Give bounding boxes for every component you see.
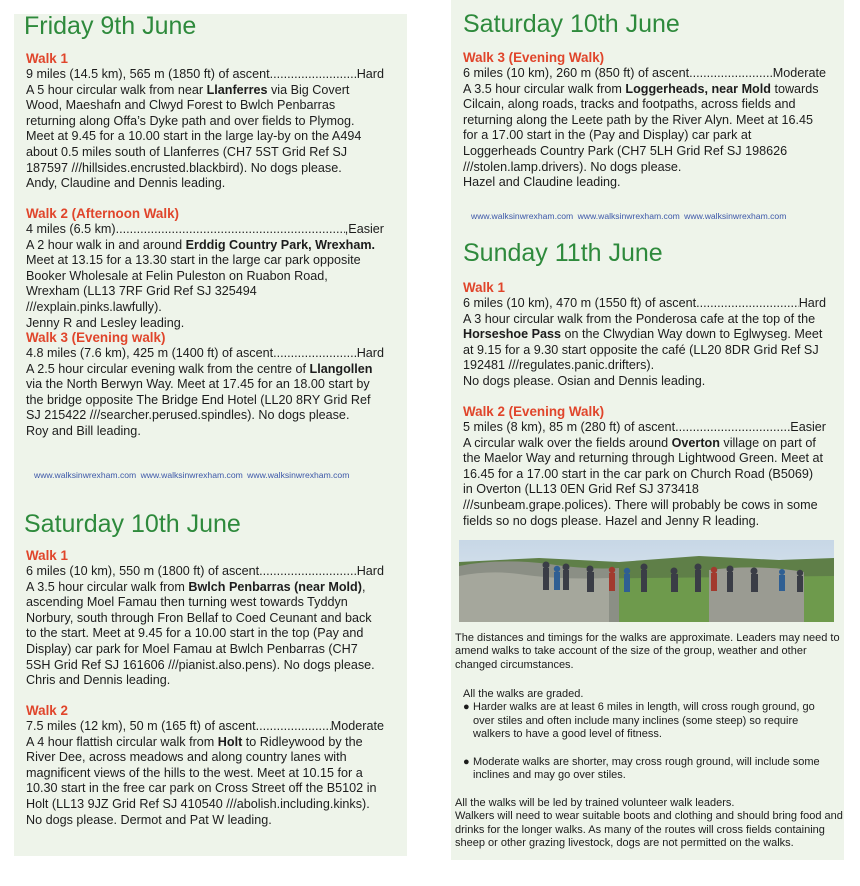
walk-sunday-2 xyxy=(463,403,826,529)
walk-description: A 5 hour circular walk from near Llanferres via Big Covert Wood, Maeshafn and Clwyd Forest to Bwlch Penbarras returning along Offa’s Dyke path and over fields to Plymog. Meet at 9.45 for a 10.00 start in the large lay-by on the A494 about 0.5 miles south of Llanferres (CH7 5ST Grid Ref SJ 187597 ///hillsides.encrusted.blackbird). No dogs please. xyxy=(26,82,362,175)
walk-stats-line xyxy=(26,564,384,580)
walk-leaders: Andy, Claudine and Dennis leading. xyxy=(26,176,226,191)
walk-grade: Easier xyxy=(790,420,826,434)
day-heading-friday: Friday 9th June xyxy=(24,12,197,40)
walk-title: Walk 2 xyxy=(26,703,68,718)
walk-location: Llanferres xyxy=(206,82,268,97)
walk-location: Horseshoe Pass xyxy=(463,327,562,342)
walk-stats: 6 miles (10 km), 550 m (1800 ft) of ascent xyxy=(26,564,260,578)
website-link-left[interactable]: www.walksinwrexham.com www.walksinwrexham.com www.walksinwrexham.com xyxy=(34,470,350,480)
walk-title: Walk 2 (Evening Walk) xyxy=(463,404,605,419)
walk-location: Loggerheads, near Mold xyxy=(625,81,771,96)
walk-title: Walk 1 xyxy=(26,51,68,66)
walk-description: A circular walk over the fields around Overton village on part of the Maelor Way and returning through Lightwood Green. Meet at 16.45 for a 17.00 start in the car park on Church Road (B5069) in Overton (LL13 0EN Grid Ref SJ 373418 ///sunbeam.grape.polices). There will probably be cows in some fields so no dogs please. Hazel and Jenny R leading. xyxy=(463,435,824,528)
bullet-harder: ● Harder walks are at least 6 miles in length, will cross rough ground, go over stiles and often include many inclines (some steep) so require walkers to have a good level of fitness. xyxy=(463,701,815,741)
walk-stats-line xyxy=(463,66,826,82)
walk-sunday-1 xyxy=(463,279,826,390)
walk-leaders: Roy and Bill leading. xyxy=(26,423,141,438)
walk-grade: Hard xyxy=(356,564,384,578)
walk-stats: 6 miles (10 km), 260 m (850 ft) of ascent xyxy=(463,66,690,80)
walk-friday-1 xyxy=(26,50,384,192)
walk-description: A 4 hour flattish circular walk from Holt to Ridleywood by the River Dee, across meadows and along country lanes with magnificent views of the hills to the west. Meet at 10.15 for a 10.30 start in the free car park on Cross Street off the B5102 in Holt (LL13 9JZ Grid Ref SJ 410540 ///abolish.including.kinks). No dogs please. Dermot and Pat W leading. xyxy=(26,734,377,827)
walk-description: A 3.5 hour circular walk from Loggerheads, near Mold towards Cilcain, along roads, tracks and footpaths, across fields and returning along the Leete path by the River Alyn. Meet at 16.45 for a 17.00 start in the (Pay and Display) car park at Loggerheads Country Park (CH7 5LH Grid Ref SJ 198626 ///stolen.lamp.drivers). No dogs please. xyxy=(463,81,819,174)
walk-location: Llangollen xyxy=(309,361,373,376)
walk-friday-2 xyxy=(26,205,384,331)
walk-grade: Hard xyxy=(356,346,384,360)
walk-grade: Moderate xyxy=(772,66,826,80)
walk-stats: 4.8 miles (7.6 km), 425 m (1400 ft) of ascent xyxy=(26,346,274,360)
walk-leaders: No dogs please. Osian and Dennis leading. xyxy=(463,373,706,388)
bullet-moderate: ● Moderate walks are shorter, may cross rough ground, will include some inclines and may go over stiles. xyxy=(463,755,820,782)
notes-grading xyxy=(463,688,838,782)
walk-grade: ,Easier xyxy=(344,222,384,236)
walk-grade: Moderate xyxy=(330,719,384,733)
walk-saturday-2 xyxy=(26,702,384,828)
walk-title: Walk 3 (Evening walk) xyxy=(26,330,166,345)
walk-location: Overton xyxy=(671,435,720,450)
walk-saturday-3 xyxy=(463,49,826,191)
group-walkers-photo xyxy=(459,540,834,622)
walk-title: Walk 3 (Evening Walk) xyxy=(463,50,605,65)
walk-leaders: Hazel and Claudine leading. xyxy=(463,175,621,190)
walk-title: Walk 1 xyxy=(463,280,505,295)
walk-leaders: Chris and Dennis leading. xyxy=(26,673,171,688)
graded-intro: All the walks are graded. xyxy=(463,688,584,700)
walk-location: Bwlch Penbarras (near Mold) xyxy=(188,579,362,594)
walk-stats: 4 miles (6.5 km) xyxy=(26,222,116,236)
walk-stats-line xyxy=(26,222,384,238)
walk-stats: 5 miles (8 km), 85 m (280 ft) of ascent xyxy=(463,420,676,434)
website-link-right[interactable]: www.walksinwrexham.com www.walksinwrexham.com www.walksinwrexham.com xyxy=(471,211,787,221)
notes-leaders: All the walks will be led by trained volunteer walk leaders. Walkers will need to wear suitable boots and clothing and should bring food and drinks for the longer walks. As many of the routes will cross fields containing sheep or other grazing livestock, dogs are not permitted on the walks. xyxy=(455,797,843,850)
walkers-photo-illustration xyxy=(459,540,834,622)
notes-approximate: The distances and timings for the walks are approximate. Leaders may need to amend walks to take account of the size of the group, weather and other changed circumstances. xyxy=(455,632,840,671)
walk-stats-line xyxy=(26,346,384,362)
bullet-icon: ● xyxy=(463,701,470,714)
walk-saturday-1 xyxy=(26,547,384,689)
walk-stats: 7.5 miles (12 km), 50 m (165 ft) of ascent xyxy=(26,719,256,733)
walk-stats: 6 miles (10 km), 470 m (1550 ft) of ascent xyxy=(463,296,697,310)
walk-stats: 9 miles (14.5 km), 565 m (1850 ft) of ascent xyxy=(26,67,270,81)
walk-stats-line xyxy=(463,296,826,312)
walk-location: Holt xyxy=(217,734,243,749)
walk-stats-line xyxy=(26,719,384,735)
walk-location: Erddig Country Park, Wrexham. xyxy=(185,237,376,252)
walk-grade: Hard xyxy=(798,296,826,310)
day-heading-saturday-left: Saturday 10th June xyxy=(24,510,241,538)
walk-leaders: Jenny R and Lesley leading. xyxy=(26,315,185,330)
day-heading-saturday-right: Saturday 10th June xyxy=(463,10,680,38)
walk-description: A 3 hour circular walk from the Ponderosa cafe at the top of the Horseshoe Pass on the Clwydian Way down to Eglwyseg. Meet at 9.15 for a 9.30 start opposite the café (LL20 8DR Grid Ref SJ 192481 ///regulates.panic.drifters). xyxy=(463,311,823,373)
walk-friday-3 xyxy=(26,329,384,440)
walk-description: A 3.5 hour circular walk from Bwlch Penbarras (near Mold), ascending Moel Famau then turning west towards Tyddyn Norbury, south through Fron Bellaf to Coed Ceunant and back to the start. Meet at 9.45 for a 10.00 start in the top (Pay and Display) car park for Moel Famau at Bwlch Penbarras (CH7 5SH Grid Ref SJ 161606 ///pianist.also.pens). No dogs please. xyxy=(26,579,375,672)
walk-title: Walk 1 xyxy=(26,548,68,563)
walk-stats-line xyxy=(463,420,826,436)
walk-title: Walk 2 (Afternoon Walk) xyxy=(26,206,180,221)
walk-description: A 2 hour walk in and around Erddig Country Park, Wrexham. Meet at 13.15 for a 13.30 start in the large car park opposite Booker Wholesale at Felin Puleston on Ruabon Road, Wrexham (LL13 7RF Grid Ref SJ 325494 ///explain.pinks.lawfully). xyxy=(26,237,376,314)
walk-description: A 2.5 hour circular evening walk from the centre of Llangollen via the North Berwyn Way. Meet at 17.45 for an 18.00 start by the bridge opposite The Bridge End Hotel (LL20 8RY Grid Ref SJ 215422 ///searcher.perused.spindles). No dogs please. xyxy=(26,361,373,423)
walk-grade: Hard xyxy=(356,67,384,81)
bullet-icon: ● xyxy=(463,755,470,768)
day-heading-sunday: Sunday 11th June xyxy=(463,239,663,267)
walk-stats-line xyxy=(26,67,384,83)
